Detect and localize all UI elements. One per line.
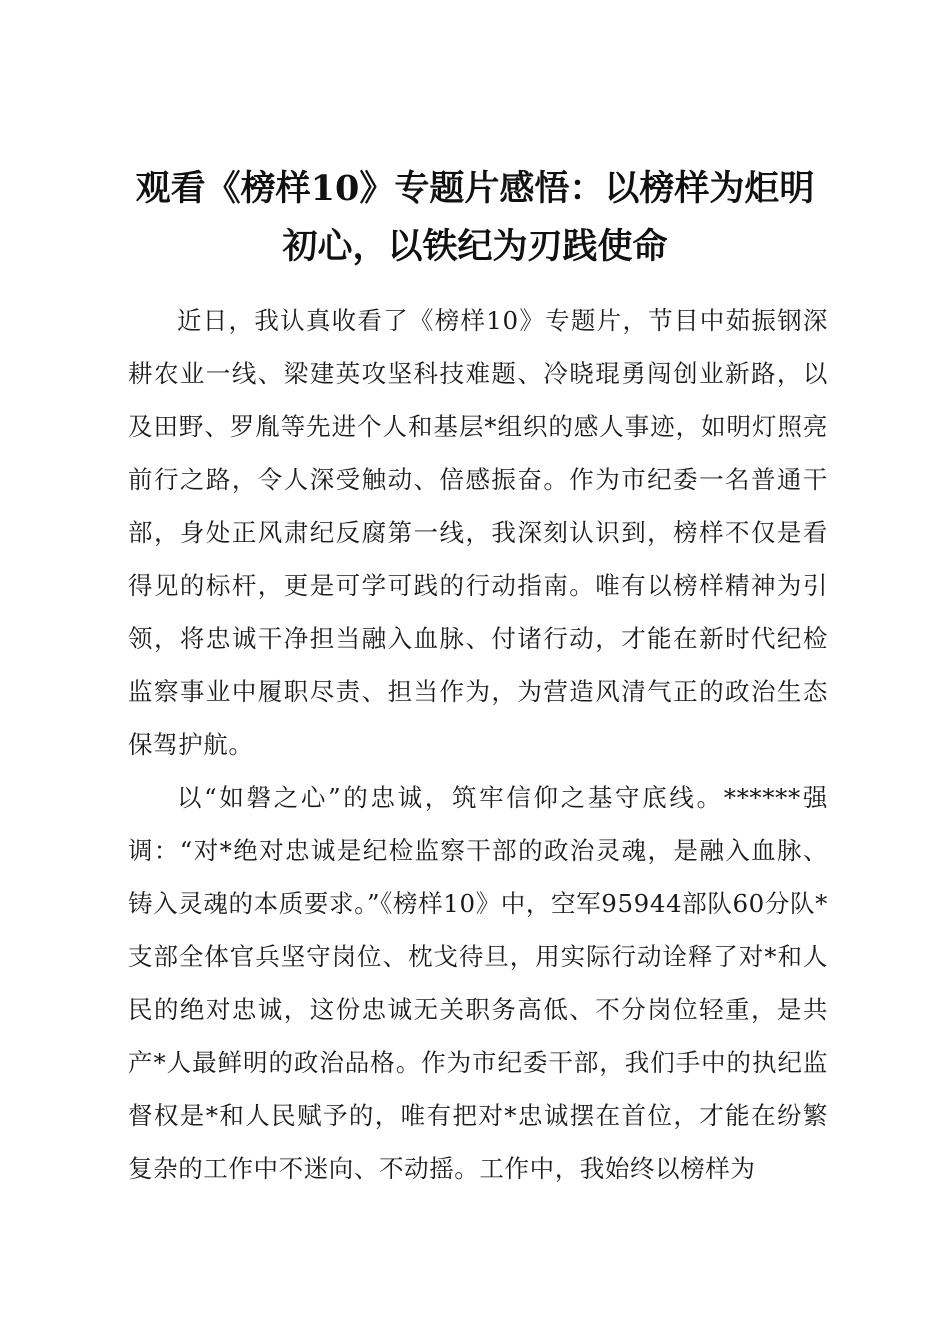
document-body xyxy=(128,294,828,1195)
document-title: 观看《榜样10》专题片感悟：以榜样为炬明初心，以铁纪为刃践使命 xyxy=(135,168,815,267)
paragraph-intro: 近日，我认真收看了《榜样10》专题片，节目中茹振钢深耕农业一线、梁建英攻坚科技难题、冷晓琨勇闯创业新路，以及田野、罗胤等先进个人和基层*组织的感人事迹，如明灯照亮前行之路，令人深受触动、倍感振奋。作为市纪委一名普通干部，身处正风肃纪反腐第一线，我深刻认识到，榜样不仅是看得见的标杆，更是可学可践的行动指南。唯有以榜样精神为引领，将忠诚干净担当融入血脉、付诸行动，才能在新时代纪检监察事业中履职尽责、担当作为，为营造风清气正的政治生态保驾护航。 xyxy=(128,306,828,759)
paragraph-loyalty: 以“如磐之心”的忠诚，筑牢信仰之基守底线。******强调：“对*绝对忠诚是纪检监察干部的政治灵魂，是融入血脉、铸入灵魂的本质要求。”《榜样10》中，空军95944部队60分队*支部全体官兵坚守岗位、枕戈待旦，用实际行动诠释了对*和人民的绝对忠诚，这份忠诚无关职务高低、不分岗位轻重，是共产*人最鲜明的政治品格。作为市纪委干部，我们手中的执纪监督权是*和人民赋予的，唯有把对*忠诚摆在首位，才能在纷繁复杂的工作中不迷向、不动摇。工作中，我始终以榜样为 xyxy=(128,783,828,1183)
